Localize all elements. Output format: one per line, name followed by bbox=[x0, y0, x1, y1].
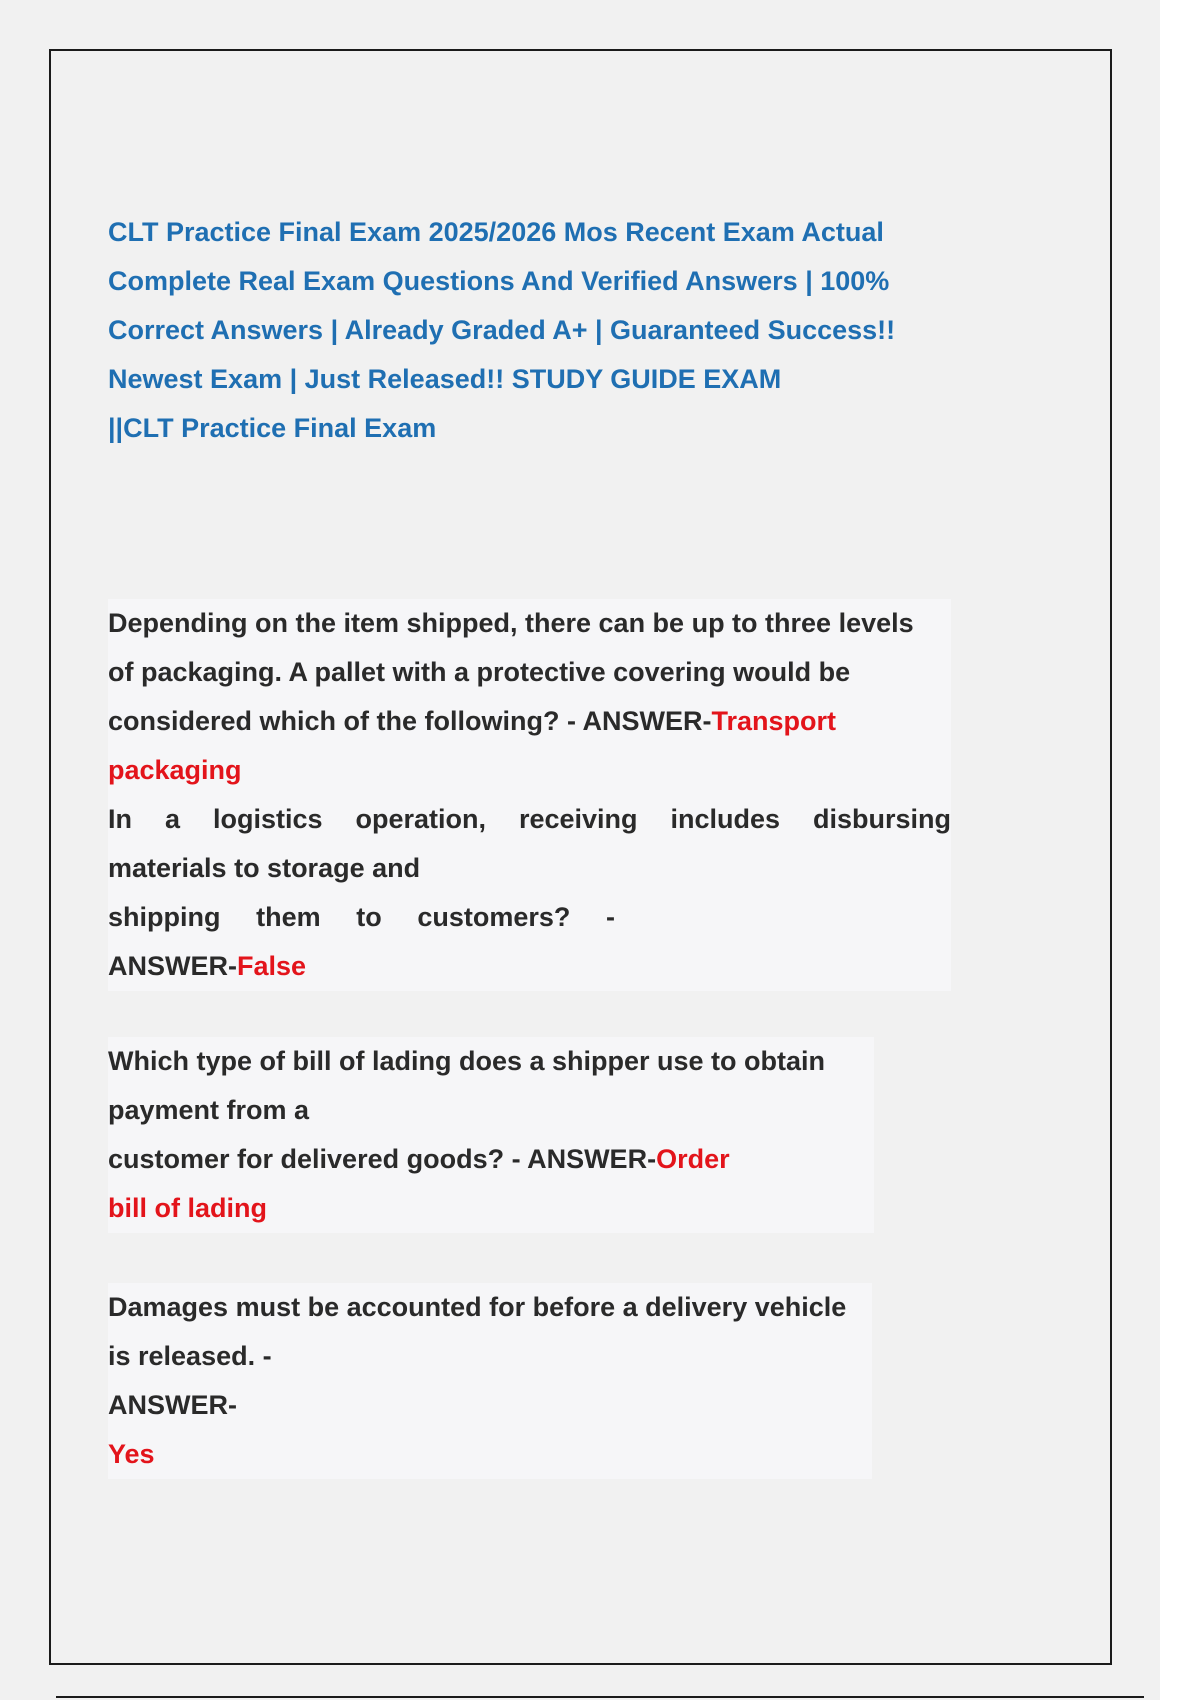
question-block bbox=[108, 1037, 874, 1233]
title-line: Complete Real Exam Questions And Verified Answers | 100% bbox=[108, 266, 890, 296]
answer-text: packaging bbox=[108, 755, 242, 785]
title-line: CLT Practice Final Exam 2025/2026 Mos Recent Exam Actual bbox=[108, 217, 884, 247]
answer-prefix: ANSWER- bbox=[108, 951, 237, 981]
word: includes bbox=[670, 804, 781, 834]
answer-text: False bbox=[237, 951, 307, 981]
document-title bbox=[108, 208, 1008, 453]
question-line: Damages must be accounted for before a delivery vehicle bbox=[108, 1292, 847, 1322]
word: them bbox=[256, 902, 321, 932]
answer-prefix: ANSWER- bbox=[108, 1390, 237, 1420]
word: operation, bbox=[355, 804, 486, 834]
question-line bbox=[108, 942, 951, 991]
question-line bbox=[108, 697, 951, 746]
word: a bbox=[164, 804, 180, 834]
word: to bbox=[356, 902, 382, 932]
question-block bbox=[108, 599, 951, 795]
question-line bbox=[108, 893, 615, 942]
word: shipping bbox=[108, 902, 221, 932]
question-line: is released. - bbox=[108, 1341, 272, 1371]
answer-text: Order bbox=[656, 1144, 730, 1174]
word: customers? bbox=[417, 902, 571, 932]
word: logistics bbox=[212, 804, 323, 834]
title-line: Correct Answers | Already Graded A+ | Guaranteed Success!! bbox=[108, 315, 896, 345]
question-text: customer for delivered goods? - ANSWER- bbox=[108, 1144, 657, 1174]
question-line: of packaging. A pallet with a protective covering would be bbox=[108, 657, 851, 687]
title-line: Newest Exam | Just Released!! STUDY GUIDE EXAM bbox=[108, 364, 782, 394]
answer-text: bill of lading bbox=[108, 1193, 267, 1223]
question-line bbox=[108, 1135, 874, 1184]
question-line bbox=[108, 795, 951, 844]
question-line: Which type of bill of lading does a shipper use to obtain bbox=[108, 1046, 826, 1076]
word: receiving bbox=[518, 804, 638, 834]
answer-text: Yes bbox=[108, 1439, 155, 1469]
question-block bbox=[108, 1283, 872, 1479]
question-block bbox=[108, 795, 951, 991]
word: In bbox=[108, 804, 132, 834]
question-line: payment from a bbox=[108, 1095, 310, 1125]
question-line: materials to storage and bbox=[108, 853, 421, 883]
question-text: considered which of the following? - ANSWER- bbox=[108, 706, 712, 736]
next-page-edge bbox=[56, 1696, 1144, 1698]
word: - bbox=[605, 902, 615, 932]
title-line: ||CLT Practice Final Exam bbox=[108, 413, 437, 443]
question-line: Depending on the item shipped, there can be up to three levels bbox=[108, 608, 914, 638]
answer-text: Transport bbox=[711, 706, 837, 736]
word: disbursing bbox=[812, 804, 951, 834]
